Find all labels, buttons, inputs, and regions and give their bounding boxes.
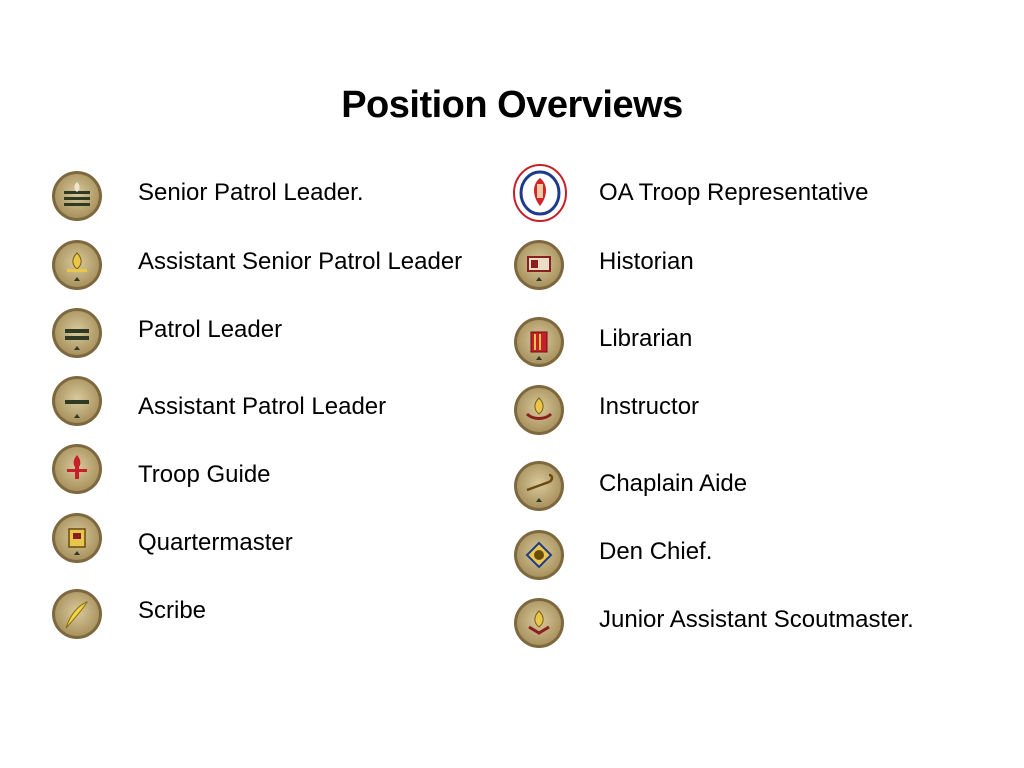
position-label-assistant-senior-patrol-leader: Assistant Senior Patrol Leader bbox=[138, 248, 463, 275]
position-label-quartermaster: Quartermaster bbox=[138, 529, 293, 556]
position-label-assistant-patrol-leader: Assistant Patrol Leader bbox=[138, 393, 387, 420]
position-label-oa-troop-representative: OA Troop Representative bbox=[599, 179, 869, 206]
assistant-senior-patrol-leader-patch-icon bbox=[51, 239, 103, 291]
position-label-patrol-leader: Patrol Leader bbox=[138, 316, 283, 343]
position-label-instructor: Instructor bbox=[599, 393, 700, 420]
instructor-patch-icon bbox=[513, 384, 565, 436]
assistant-patrol-leader-patch-icon bbox=[51, 375, 103, 427]
quartermaster-patch-icon bbox=[51, 512, 103, 564]
position-label-senior-patrol-leader: Senior Patrol Leader. bbox=[138, 179, 364, 206]
senior-patrol-leader-patch-icon bbox=[51, 170, 103, 222]
slide-title: Position Overviews bbox=[341, 84, 683, 126]
historian-patch-icon bbox=[513, 239, 565, 291]
patrol-leader-patch-icon bbox=[51, 307, 103, 359]
position-label-den-chief: Den Chief. bbox=[599, 538, 713, 565]
position-label-scribe: Scribe bbox=[138, 597, 207, 624]
position-label-historian: Historian bbox=[599, 248, 694, 275]
librarian-patch-icon bbox=[513, 316, 565, 368]
troop-guide-patch-icon bbox=[51, 443, 103, 495]
position-label-librarian: Librarian bbox=[599, 325, 693, 352]
position-label-chaplain-aide: Chaplain Aide bbox=[599, 470, 748, 497]
position-label-junior-assistant-scoutmaster: Junior Assistant Scoutmaster. bbox=[599, 606, 914, 633]
chaplain-aide-patch-icon bbox=[513, 460, 565, 512]
scribe-patch-icon bbox=[51, 588, 103, 640]
order-of-the-arrow-patch-icon bbox=[513, 164, 567, 222]
junior-assistant-scoutmaster-patch-icon bbox=[513, 597, 565, 649]
den-chief-patch-icon bbox=[513, 529, 565, 581]
position-label-troop-guide: Troop Guide bbox=[138, 461, 271, 488]
